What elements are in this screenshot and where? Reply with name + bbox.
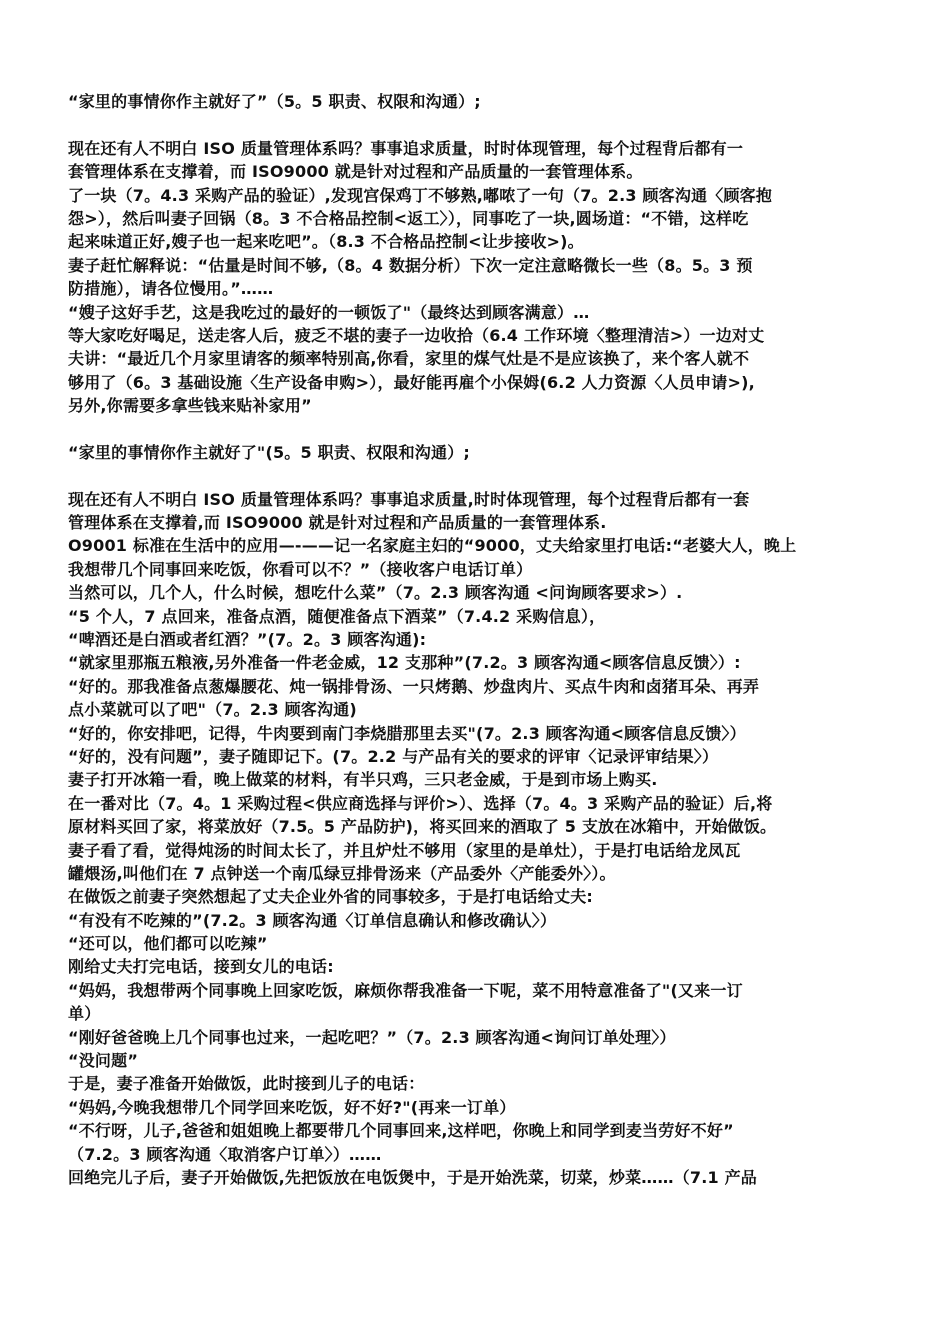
blank-line	[68, 113, 883, 136]
text-line: “刚好爸爸晚上几个同事也过来，一起吃吧？”（7。2.3 顾客沟通<询问订单处理〉）	[68, 1027, 676, 1047]
blank-line	[68, 417, 883, 440]
text-line: 妻子打开冰箱一看，晚上做菜的材料，有半只鸡，三只老金威，于是到市场上购买.	[68, 770, 658, 790]
text-line: “家里的事情你作主就好了”（5。5 职责、权限和沟通）;	[68, 92, 481, 111]
text-line: 起来味道正好,嫂子也一起来吃吧”。（8.3 不合格品控制<让步接收>)。	[68, 232, 584, 252]
text-line: “妈妈，我想带两个同事晚上回家吃饭，麻烦你帮我准备一下呢，菜不用特意准备了"(又来一订	[68, 980, 743, 1000]
text-line: “5 个人，7 点回来，准备点酒，随便准备点下酒菜”（7.4.2 采购信息），	[68, 606, 606, 626]
text-line: 等大家吃好喝足，送走客人后，疲乏不堪的妻子一边收拾（6.4 工作环境〈整理清洁>）一边对丈	[68, 325, 765, 345]
text-line: 妻子看了看，觉得炖汤的时间太长了，并且炉灶不够用（家里的是单灶），于是打电话给龙凤瓦	[68, 840, 741, 860]
text-line: “妈妈,今晚我想带几个同学回来吃饭，好不好?"(再来一订单）	[68, 1097, 516, 1117]
text-line: “啤酒还是白酒或者红酒？”(7。2。3 顾客沟通):	[68, 629, 427, 649]
text-line: “有没有不吃辣的”(7.2。3 顾客沟通〈订单信息确认和修改确认〉）	[68, 910, 557, 930]
text-line: 于是，妻子准备开始做饭，此时接到儿子的电话：	[68, 1074, 425, 1094]
text-line: 夫讲：“最近几个月家里请客的频率特别高,你看，家里的煤气灶是不是应该换了，来个客人就不	[68, 349, 750, 369]
text-line: 回绝完儿子后，妻子开始做饭,先把饭放在电饭煲中，于是开始洗菜，切菜，炒菜……（7.1 产品	[68, 1167, 757, 1187]
text-line: 另外,你需要多拿些钱来贴补家用”	[68, 396, 312, 416]
text-line: “家里的事情你作主就好了"(5。5 职责、权限和沟通）;	[68, 442, 470, 462]
text-line: 单）	[68, 1004, 101, 1024]
text-line: 点小菜就可以了吧"（7。2.3 顾客沟通)	[68, 700, 357, 720]
text-line: 现在还有人不明白 ISO 质量管理体系吗？事事追求质量，时时体现管理，每个过程背后都有一	[68, 138, 744, 158]
text-line: 在做饭之前妻子突然想起了丈夫企业外省的同事较多，于是打电话给丈夫:	[68, 887, 593, 907]
text-line: 当然可以，几个人，什么时候，想吃什么菜”（7。2.3 顾客沟通 <问询顾客要求>）.	[68, 583, 683, 603]
text-line: 在一番对比（7。4。1 采购过程<供应商选择与评价>）、选择（7。4。3 采购产品的验证）后,将	[68, 793, 773, 813]
text-line: 现在还有人不明白 ISO 质量管理体系吗？事事追求质量,时时体现管理，每个过程背后都有一套	[68, 489, 750, 509]
blank-line	[68, 464, 883, 487]
text-line: 原材料买回了家，将菜放好（7.5。5 产品防护)，将买回来的酒取了 5 支放在冰箱中，开始做饭。	[68, 817, 777, 837]
text-line: 套管理体系在支撑着，而 ISO9000 就是针对过程和产品质量的一套管理体系。	[68, 162, 643, 182]
text-line: 防措施），请各位慢用。”……	[68, 279, 274, 299]
text-line: “好的，你安排吧，记得，牛肉要到南门李烧腊那里去买"(7。2.3 顾客沟通<顾客信息反馈〉）	[68, 723, 746, 743]
text-line: 够用了（6。3 基础设施〈生产设备申购>），最好能再雇个小保姆(6.2 人力资源〈人员申请>),	[68, 372, 755, 392]
text-line: “还可以，他们都可以吃辣”	[68, 934, 268, 954]
text-line: “就家里那瓶五粮液,另外准备一件老金威，12 支那种”(7.2。3 顾客沟通<顾客信息反馈〉）:	[68, 653, 741, 673]
text-line: “没问题”	[68, 1051, 139, 1071]
text-line: “好的。那我准备点葱爆腰花、炖一锅排骨汤、一只烤鹅、炒盘肉片、买点牛肉和卤猪耳朵、再弄	[68, 676, 760, 696]
text-line: 罐煨汤,叫他们在 7 点钟送一个南瓜绿豆排骨汤来（产品委外〈产能委外〉）。	[68, 863, 616, 883]
text-line: 妻子赶忙解释说：“估量是时间不够,（8。4 数据分析）下次一定注意略微长一些（8。5。3 预	[68, 255, 753, 275]
text-line: 我想带几个同事回来吃饭，你看可以不？”（接收客户电话订单）	[68, 559, 533, 579]
text-line: 管理体系在支撑着,而 ISO9000 就是针对过程和产品质量的一套管理体系.	[68, 513, 607, 533]
text-line: O9001 标准在生活中的应用—-——记一名家庭主妇的“9000，丈夫给家里打电话:“老婆大人，晚上	[68, 536, 797, 556]
text-line: （7.2。3 顾客沟通〈取消客户订单〉）……	[68, 1144, 382, 1164]
text-line: 了一块（7。4.3 采购产品的验证）,发现宫保鸡丁不够熟,嘟哝了一句（7。2.3 顾客沟通〈顾客抱	[68, 185, 773, 205]
document-body	[68, 90, 883, 1189]
text-line: “好的，没有问题”，妻子随即记下。(7。2.2 与产品有关的要求的评审〈记录评审结果〉）	[68, 746, 719, 766]
text-line: “不行呀，儿子,爸爸和姐姐晚上都要带几个同事回来,这样吧，你晚上和同学到麦当劳好不好”	[68, 1121, 734, 1141]
text-line: 怨>），然后叫妻子回锅（8。3 不合格品控制<返工〉），同事吃了一块,圆场道：“不错，这样吃	[68, 208, 749, 228]
text-line: “嫂子这好手艺，这是我吃过的最好的一顿饭了"（最终达到顾客满意）…	[68, 302, 590, 322]
text-line: 刚给丈夫打完电话，接到女儿的电话:	[68, 957, 334, 977]
